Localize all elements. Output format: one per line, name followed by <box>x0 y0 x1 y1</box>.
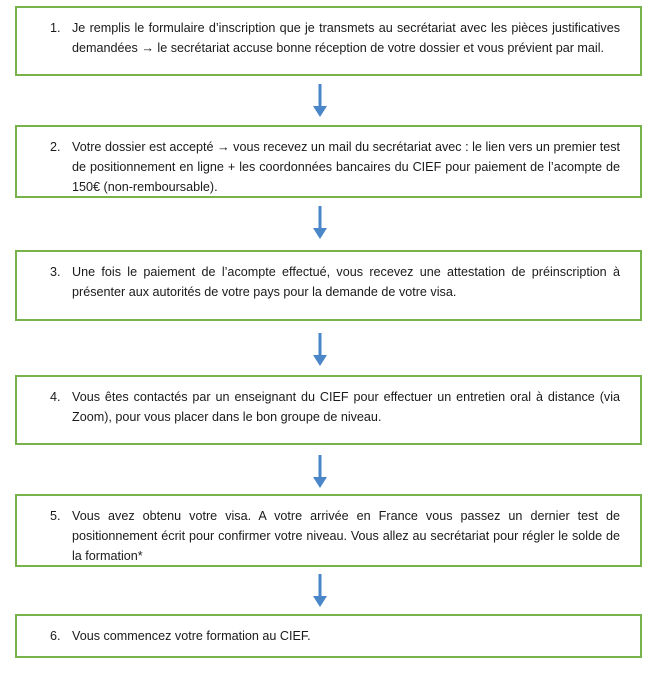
step-text: Vous êtes contactés par un enseignant du CIEF pour effectuer un entretien oral à distance (via Zoom), pour vous placer dans le bon groupe de niveau. <box>72 390 620 424</box>
step-box-6 <box>15 614 642 658</box>
step-number: 6. <box>50 629 61 643</box>
down-arrow-icon <box>309 206 331 240</box>
step-number: 4. <box>50 390 61 404</box>
step-number: 5. <box>50 509 61 523</box>
step-box-1 <box>15 6 642 76</box>
step-text: Vous avez obtenu votre visa. A votre arrivée en France vous passez un dernier test de positionnement écrit pour confirmer votre niveau. Vous allez au secrétariat pour régler le solde de la formation* <box>72 509 620 563</box>
step-box-4 <box>15 375 642 445</box>
step-box-5 <box>15 494 642 567</box>
down-arrow-icon <box>309 84 331 118</box>
down-arrow-icon <box>309 333 331 367</box>
step-text: Une fois le paiement de l’acompte effectué, vous recevez une attestation de préinscription à présenter aux autorités de votre pays pour la demande de votre visa. <box>72 265 620 299</box>
step-text: Je remplis le formulaire d’inscription que je transmets au secrétariat avec les pièces justificatives demandées → le secrétariat accuse bonne réception de votre dossier et vous prévient par mail. <box>72 21 620 55</box>
down-arrow-icon <box>309 574 331 608</box>
step-box-2 <box>15 125 642 198</box>
step-number: 2. <box>50 140 61 154</box>
step-text: Votre dossier est accepté → vous recevez un mail du secrétariat avec : le lien vers un premier test de positionnement en ligne + les coordonnées bancaires du CIEF pour paiement de l’acompte de 150€ (non-remboursable). <box>72 140 620 194</box>
step-number: 1. <box>50 21 61 35</box>
step-number: 3. <box>50 265 61 279</box>
step-box-3 <box>15 250 642 321</box>
step-text: Vous commencez votre formation au CIEF. <box>72 629 311 643</box>
down-arrow-icon <box>309 455 331 489</box>
